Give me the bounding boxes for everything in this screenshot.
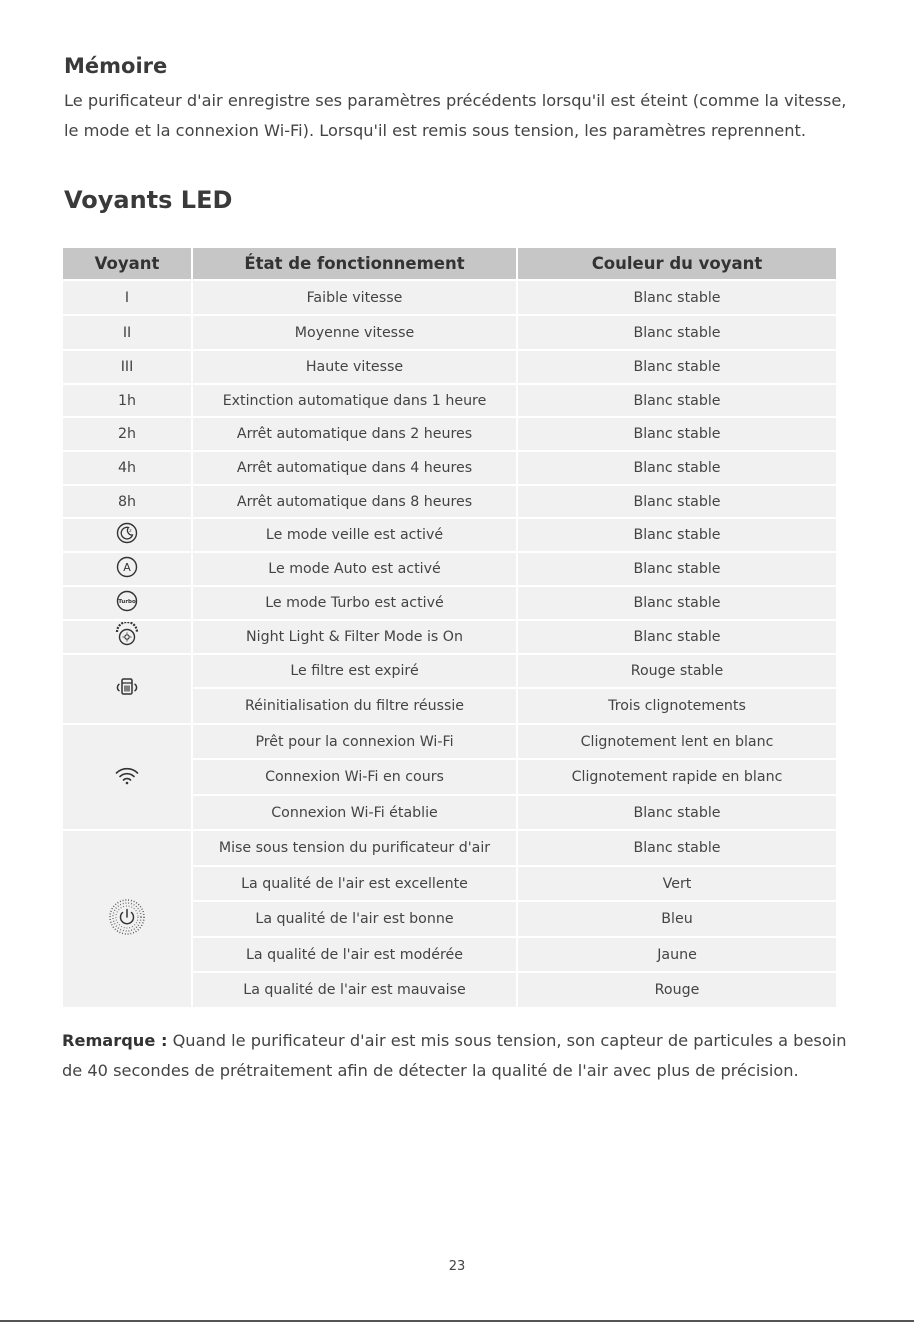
state-cell: Arrêt automatique dans 8 heures xyxy=(192,485,517,518)
state-cell: Mise sous tension du purificateur d'air xyxy=(192,830,517,866)
table-row xyxy=(62,654,837,688)
state-cell: Extinction automatique dans 1 heure xyxy=(192,384,517,417)
indicator-timer-1h: 1h xyxy=(62,384,192,417)
table-row xyxy=(62,485,837,518)
state-cell: Night Light & Filter Mode is On xyxy=(192,620,517,654)
state-cell: La qualité de l'air est excellente xyxy=(192,866,517,901)
state-cell: Connexion Wi-Fi établie xyxy=(192,795,517,830)
color-cell: Vert xyxy=(517,866,837,901)
night-light-filter-icon xyxy=(112,622,142,652)
state-cell: Arrêt automatique dans 2 heures xyxy=(192,417,517,451)
color-cell: Blanc stable xyxy=(517,620,837,654)
color-cell: Blanc stable xyxy=(517,586,837,620)
memoire-heading: Mémoire xyxy=(64,54,168,78)
svg-text:Turbo: Turbo xyxy=(118,599,136,605)
indicator-timer-4h: 4h xyxy=(62,451,192,485)
power-air-quality-icon xyxy=(107,897,147,941)
note-paragraph xyxy=(62,1026,852,1085)
color-cell: Rouge stable xyxy=(517,654,837,688)
table-row xyxy=(62,417,837,451)
indicator-timer-8h: 8h xyxy=(62,485,192,518)
state-cell: Arrêt automatique dans 4 heures xyxy=(192,451,517,485)
header-voyant: Voyant xyxy=(62,247,192,280)
memoire-paragraph: Le purificateur d'air enregistre ses paramètres précédents lorsqu'il est éteint (comme la vitesse, le mode et la connexion Wi-Fi). Lorsqu'il est remis sous tension, les paramètres reprennent. xyxy=(64,91,847,140)
table-row xyxy=(62,620,837,654)
turbo-mode-icon xyxy=(116,590,138,616)
state-cell: Le mode Turbo est activé xyxy=(192,586,517,620)
auto-mode-icon xyxy=(116,556,138,582)
voyants-led-heading: Voyants LED xyxy=(64,186,233,214)
table-row xyxy=(62,830,837,866)
color-cell: Blanc stable xyxy=(517,315,837,350)
indicator-turbo xyxy=(62,586,192,620)
state-cell: La qualité de l'air est bonne xyxy=(192,901,517,937)
state-cell: Faible vitesse xyxy=(192,280,517,315)
state-cell: Le filtre est expiré xyxy=(192,654,517,688)
svg-text:A: A xyxy=(123,561,131,575)
color-cell: Trois clignotements xyxy=(517,688,837,724)
state-cell: Moyenne vitesse xyxy=(192,315,517,350)
indicator-timer-2h: 2h xyxy=(62,417,192,451)
state-cell: La qualité de l'air est mauvaise xyxy=(192,972,517,1008)
table-row xyxy=(62,280,837,315)
state-cell: Prêt pour la connexion Wi-Fi xyxy=(192,724,517,759)
table-row xyxy=(62,384,837,417)
state-cell: Réinitialisation du filtre réussie xyxy=(192,688,517,724)
indicator-sleep xyxy=(62,518,192,552)
color-cell: Blanc stable xyxy=(517,384,837,417)
state-cell: Connexion Wi-Fi en cours xyxy=(192,759,517,795)
color-cell: Blanc stable xyxy=(517,417,837,451)
color-cell: Blanc stable xyxy=(517,280,837,315)
state-cell: Le mode veille est activé xyxy=(192,518,517,552)
header-etat: État de fonctionnement xyxy=(192,247,517,280)
color-cell: Blanc stable xyxy=(517,830,837,866)
svg-text:z: z xyxy=(129,529,132,534)
table-row xyxy=(62,350,837,384)
wifi-icon xyxy=(114,765,140,789)
color-cell: Blanc stable xyxy=(517,350,837,384)
table-row xyxy=(62,586,837,620)
color-cell: Blanc stable xyxy=(517,518,837,552)
table-row xyxy=(62,552,837,586)
color-cell: Clignotement rapide en blanc xyxy=(517,759,837,795)
table-row xyxy=(62,724,837,759)
sleep-mode-icon xyxy=(116,522,138,548)
color-cell: Blanc stable xyxy=(517,795,837,830)
filter-icon xyxy=(114,676,140,702)
table-row xyxy=(62,451,837,485)
indicator-wifi xyxy=(62,724,192,830)
table-row xyxy=(62,315,837,350)
indicator-filter xyxy=(62,654,192,724)
color-cell: Blanc stable xyxy=(517,451,837,485)
state-cell: Haute vitesse xyxy=(192,350,517,384)
indicator-night-light xyxy=(62,620,192,654)
page-number: 23 xyxy=(448,1259,466,1274)
color-cell: Clignotement lent en blanc xyxy=(517,724,837,759)
note-text: Quand le purificateur d'air est mis sous tension, son capteur de particules a besoin de 40 secondes de prétraitement afin de détecter la qualité de l'air avec plus de précision. xyxy=(62,1031,847,1080)
color-cell: Blanc stable xyxy=(517,485,837,518)
color-cell: Rouge xyxy=(517,972,837,1008)
state-cell: Le mode Auto est activé xyxy=(192,552,517,586)
header-couleur: Couleur du voyant xyxy=(517,247,837,280)
table-header-row xyxy=(62,247,837,280)
indicator-power xyxy=(62,830,192,1008)
indicator-speed-3: III xyxy=(62,350,192,384)
note-label: Remarque : xyxy=(62,1031,168,1050)
indicator-auto xyxy=(62,552,192,586)
table-row xyxy=(62,518,837,552)
state-cell: La qualité de l'air est modérée xyxy=(192,937,517,972)
indicator-speed-1: I xyxy=(62,280,192,315)
indicator-speed-2: II xyxy=(62,315,192,350)
led-indicator-table xyxy=(61,246,838,1009)
color-cell: Bleu xyxy=(517,901,837,937)
color-cell: Blanc stable xyxy=(517,552,837,586)
color-cell: Jaune xyxy=(517,937,837,972)
bottom-divider xyxy=(0,1320,914,1322)
